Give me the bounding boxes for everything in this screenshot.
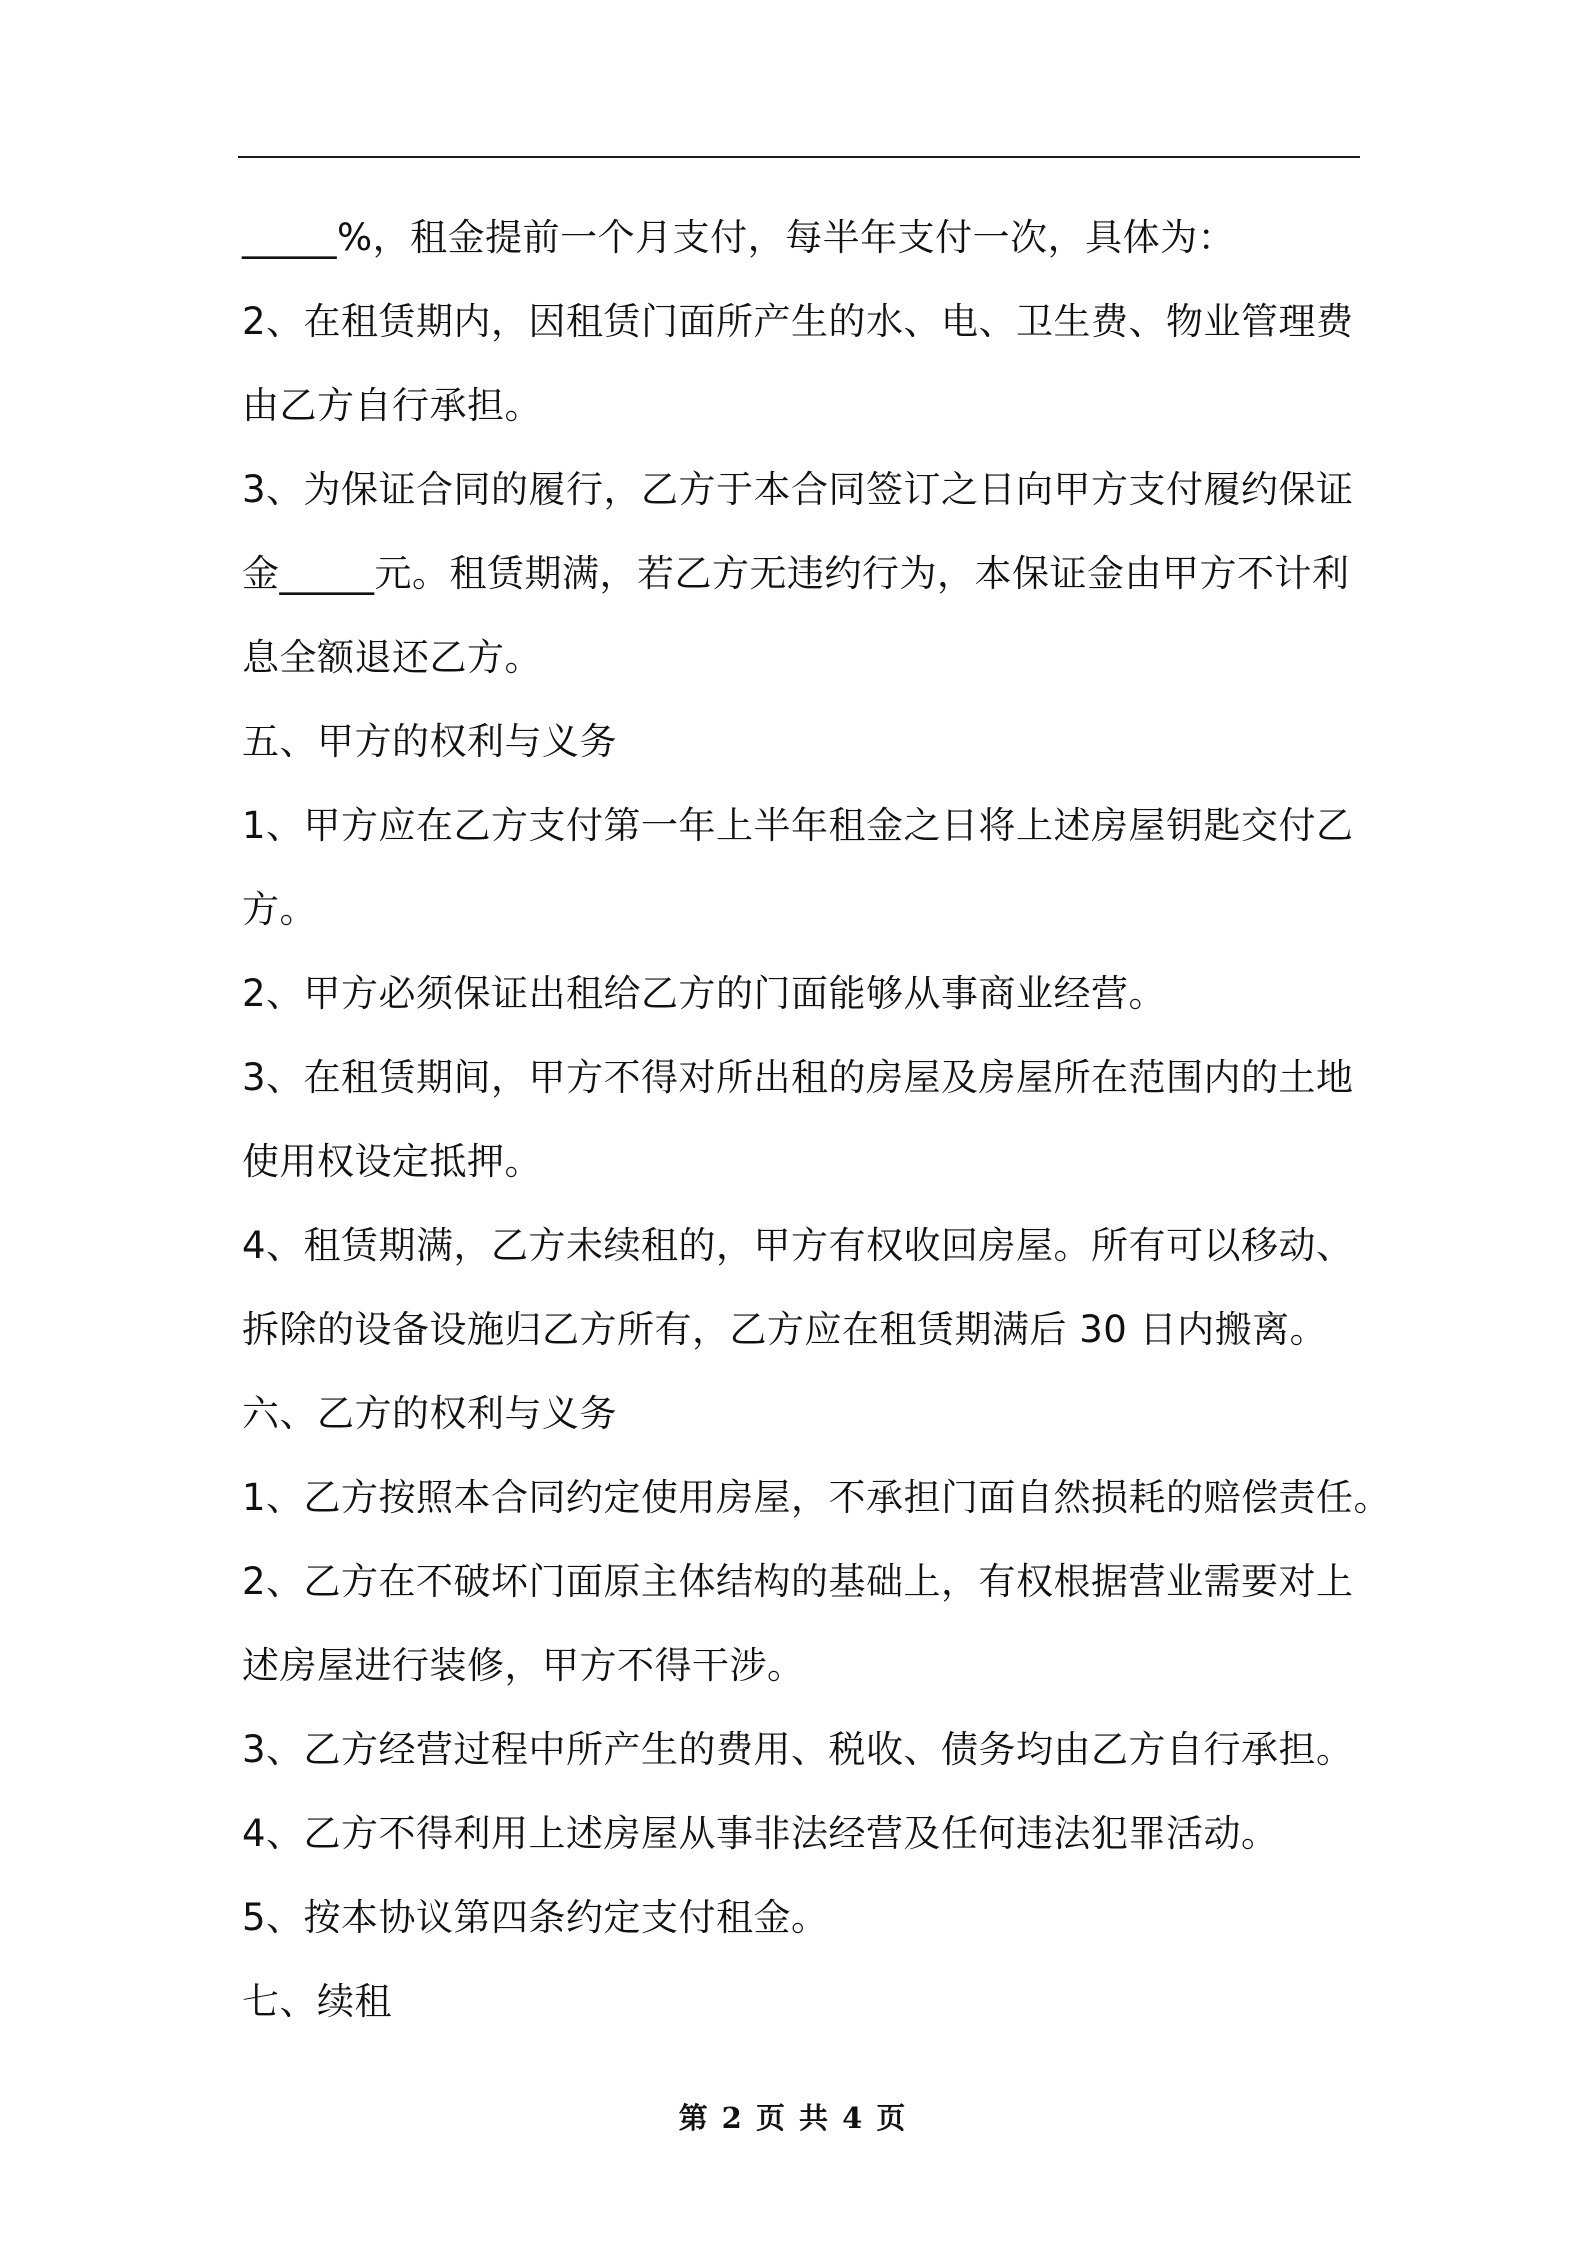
text-line: 2、乙方在不破坏门面原主体结构的基础上，有权根据营业需要对上 [242, 1560, 1354, 1603]
text-line: 使用权设定抵押。 [242, 1140, 542, 1183]
text-line: 2、在租赁期内，因租赁门面所产生的水、电、卫生费、物业管理费 [242, 300, 1354, 343]
document-body [242, 196, 1392, 2044]
text-line: 5、按本协议第四条约定支付租金。 [242, 1896, 829, 1939]
section-heading: 六、乙方的权利与义务 [242, 1392, 617, 1435]
text-line: 2、甲方必须保证出租给乙方的门面能够从事商业经营。 [242, 972, 1167, 1015]
text-line: 金_____元。租赁期满，若乙方无违约行为，本保证金由甲方不计利 [242, 552, 1350, 595]
text-line: 1、乙方按照本合同约定使用房屋，不承担门面自然损耗的赔偿责任。 [242, 1476, 1392, 1519]
text-line: 3、在租赁期间，甲方不得对所出租的房屋及房屋所在范围内的土地 [242, 1056, 1354, 1099]
header-divider [238, 156, 1360, 158]
text-line: 述房屋进行装修，甲方不得干涉。 [242, 1644, 805, 1687]
text-line: 息全额退还乙方。 [242, 636, 542, 679]
page-number-footer: 第 2 页 共 4 页 [678, 2101, 908, 2135]
text-line: 由乙方自行承担。 [242, 384, 542, 427]
text-line: 拆除的设备设施归乙方所有，乙方应在租赁期满后 30 日内搬离。 [242, 1308, 1328, 1351]
text-line: 4、乙方不得利用上述房屋从事非法经营及任何违法犯罪活动。 [242, 1812, 1279, 1855]
text-line: 方。 [242, 888, 317, 931]
text-line: 1、甲方应在乙方支付第一年上半年租金之日将上述房屋钥匙交付乙 [242, 804, 1354, 847]
text-line: 4、租赁期满，乙方未续租的，甲方有权收回房屋。所有可以移动、 [242, 1224, 1354, 1267]
section-heading: 五、甲方的权利与义务 [242, 720, 617, 763]
text-line: 3、为保证合同的履行，乙方于本合同签订之日向甲方支付履约保证 [242, 468, 1354, 511]
section-heading: 七、续租 [242, 1980, 392, 2023]
text-line: _____%，租金提前一个月支付，每半年支付一次，具体为： [242, 216, 1236, 259]
text-line: 3、乙方经营过程中所产生的费用、税收、债务均由乙方自行承担。 [242, 1728, 1354, 1771]
